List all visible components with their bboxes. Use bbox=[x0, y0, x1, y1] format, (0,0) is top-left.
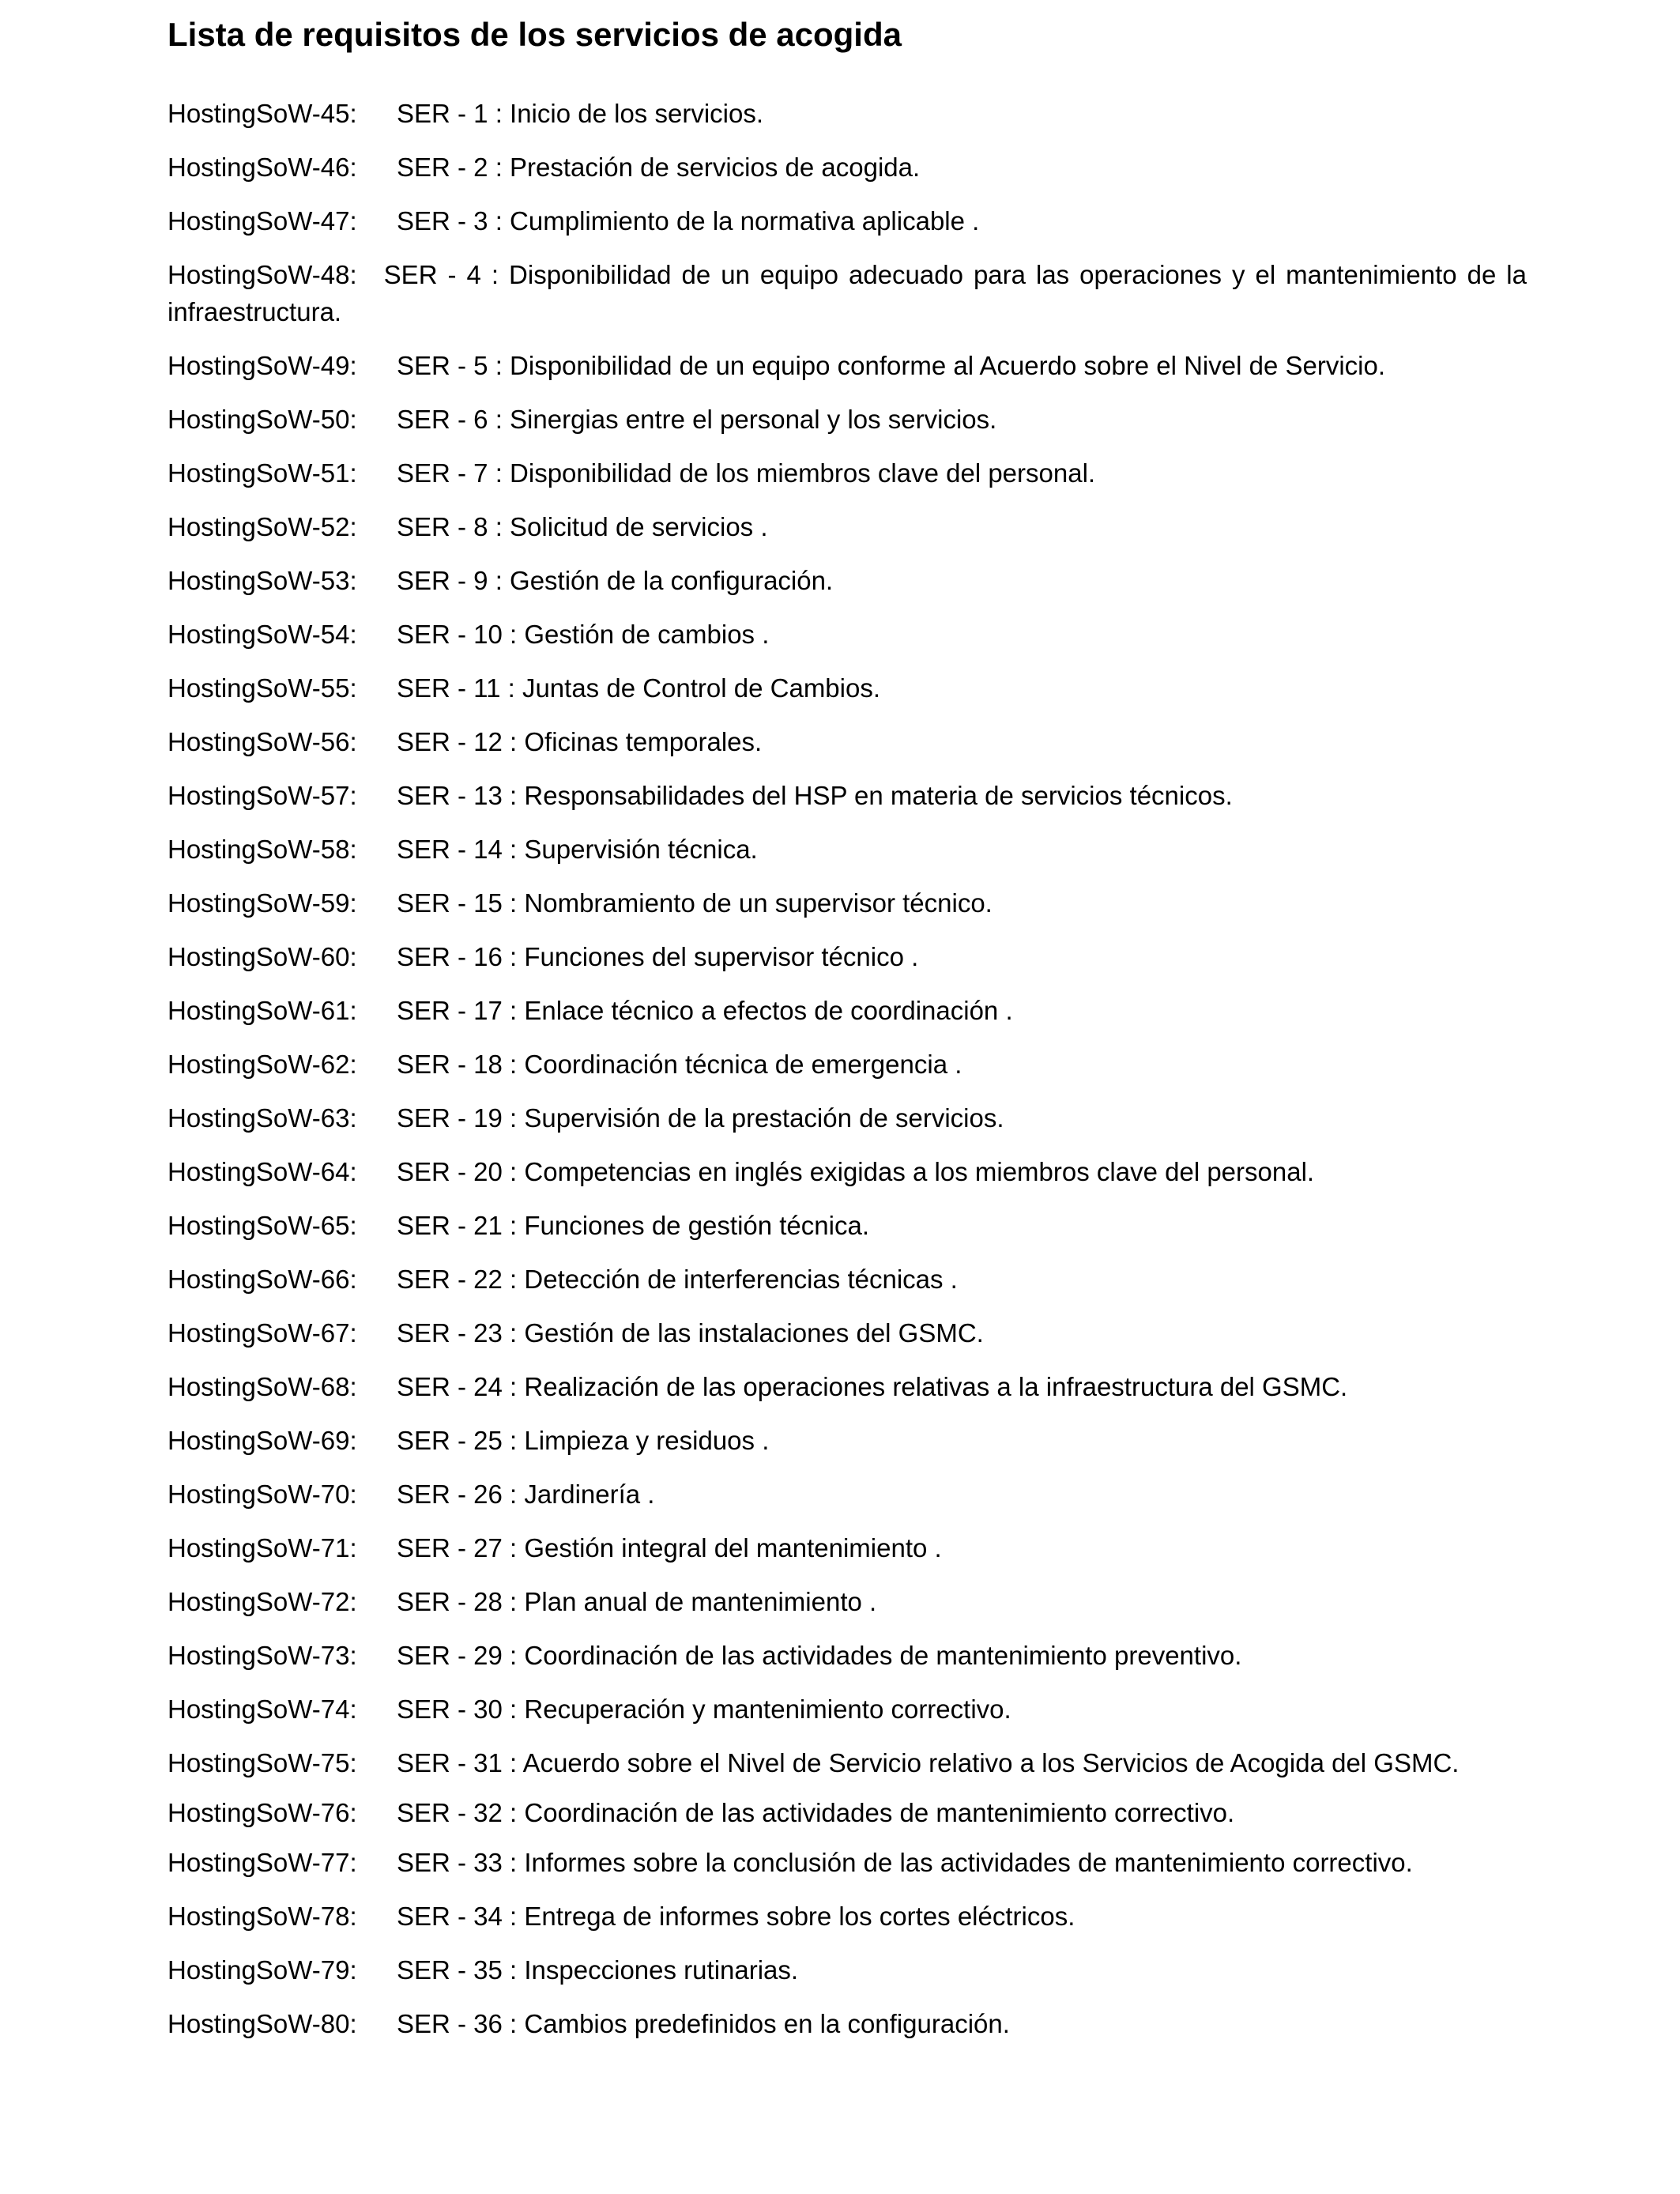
requirement-text: SER - 30 : Recuperación y mantenimiento correctivo. bbox=[397, 1695, 1011, 1724]
requirement-code: HostingSoW-69: bbox=[168, 1426, 357, 1455]
requirement-text: SER - 2 : Prestación de servicios de acogida. bbox=[397, 153, 921, 182]
requirement-text: SER - 26 : Jardinería . bbox=[397, 1480, 655, 1509]
requirement-text: SER - 33 : Informes sobre la conclusión de las actividades de mantenimiento correctivo. bbox=[397, 1848, 1413, 1877]
requirement-item bbox=[168, 2005, 1527, 2042]
requirement-item bbox=[168, 1794, 1527, 1831]
requirement-text: SER - 1 : Inicio de los servicios. bbox=[397, 99, 763, 128]
requirement-item bbox=[168, 562, 1527, 599]
requirement-code: HostingSoW-45: bbox=[168, 99, 357, 128]
requirement-text: SER - 11 : Juntas de Control de Cambios. bbox=[397, 673, 881, 703]
requirement-code: HostingSoW-47: bbox=[168, 206, 357, 236]
requirement-item bbox=[168, 1844, 1527, 1881]
requirement-code: HostingSoW-79: bbox=[168, 1955, 357, 1985]
requirement-text: SER - 19 : Supervisión de la prestación de servicios. bbox=[397, 1103, 1004, 1133]
requirement-item bbox=[168, 347, 1527, 384]
requirement-text: SER - 32 : Coordinación de las actividades de mantenimiento correctivo. bbox=[397, 1798, 1235, 1827]
requirement-item bbox=[168, 884, 1527, 922]
requirement-code: HostingSoW-52: bbox=[168, 512, 357, 541]
requirement-code: HostingSoW-48: bbox=[168, 260, 357, 289]
requirement-item bbox=[168, 1951, 1527, 1989]
requirement-item bbox=[168, 1261, 1527, 1298]
requirement-text: SER - 12 : Oficinas temporales. bbox=[397, 727, 763, 756]
requirement-item bbox=[168, 149, 1527, 186]
requirement-item bbox=[168, 992, 1527, 1029]
requirements-list bbox=[168, 95, 1527, 2059]
requirement-text: SER - 21 : Funciones de gestión técnica. bbox=[397, 1211, 869, 1240]
requirement-code: HostingSoW-65: bbox=[168, 1211, 357, 1240]
requirement-text: SER - 36 : Cambios predefinidos en la configuración. bbox=[397, 2009, 1010, 2038]
requirement-item bbox=[168, 1898, 1527, 1935]
requirement-text: SER - 8 : Solicitud de servicios . bbox=[397, 512, 768, 541]
document-title: Lista de requisitos de los servicios de acogida bbox=[168, 16, 902, 53]
requirement-item bbox=[168, 1314, 1527, 1351]
requirement-item bbox=[168, 938, 1527, 975]
requirement-text: SER - 24 : Realización de las operaciones relativas a la infraestructura del GSMC. bbox=[397, 1372, 1348, 1401]
requirement-code: HostingSoW-58: bbox=[168, 835, 357, 864]
requirement-code: HostingSoW-64: bbox=[168, 1157, 357, 1186]
requirement-text: SER - 20 : Competencias en inglés exigidas a los miembros clave del personal. bbox=[397, 1157, 1315, 1186]
requirement-item bbox=[168, 1046, 1527, 1083]
requirement-text: SER - 23 : Gestión de las instalaciones del GSMC. bbox=[397, 1318, 984, 1348]
requirement-item bbox=[168, 1153, 1527, 1190]
requirement-code: HostingSoW-66: bbox=[168, 1265, 357, 1294]
requirement-code: HostingSoW-56: bbox=[168, 727, 357, 756]
requirement-text: SER - 6 : Sinergias entre el personal y los servicios. bbox=[397, 405, 997, 434]
requirement-text: SER - 28 : Plan anual de mantenimiento . bbox=[397, 1587, 877, 1616]
requirement-code: HostingSoW-51: bbox=[168, 458, 357, 488]
requirement-text: SER - 13 : Responsabilidades del HSP en materia de servicios técnicos. bbox=[397, 781, 1233, 810]
requirement-code: HostingSoW-75: bbox=[168, 1748, 357, 1777]
requirement-text: SER - 9 : Gestión de la configuración. bbox=[397, 566, 834, 595]
requirement-item bbox=[168, 1583, 1527, 1620]
requirement-item bbox=[168, 401, 1527, 438]
requirement-item bbox=[168, 777, 1527, 814]
requirement-text: SER - 7 : Disponibilidad de los miembros clave del personal. bbox=[397, 458, 1096, 488]
requirement-text: SER - 18 : Coordinación técnica de emergencia . bbox=[397, 1050, 962, 1079]
requirement-code: HostingSoW-61: bbox=[168, 996, 357, 1025]
requirement-code: HostingSoW-78: bbox=[168, 1902, 357, 1931]
requirement-item bbox=[168, 1529, 1527, 1566]
requirement-code: HostingSoW-74: bbox=[168, 1695, 357, 1724]
requirement-code: HostingSoW-57: bbox=[168, 781, 357, 810]
requirement-code: HostingSoW-80: bbox=[168, 2009, 357, 2038]
requirement-item bbox=[168, 669, 1527, 707]
requirement-text: SER - 35 : Inspecciones rutinarias. bbox=[397, 1955, 799, 1985]
requirement-text: SER - 10 : Gestión de cambios . bbox=[397, 620, 770, 649]
requirement-text: SER - 27 : Gestión integral del mantenimiento . bbox=[397, 1533, 942, 1563]
requirement-item bbox=[168, 616, 1527, 653]
requirement-code: HostingSoW-67: bbox=[168, 1318, 357, 1348]
requirement-text: SER - 16 : Funciones del supervisor técnico . bbox=[397, 942, 919, 971]
requirement-item bbox=[168, 1207, 1527, 1244]
requirement-code: HostingSoW-53: bbox=[168, 566, 357, 595]
requirement-item bbox=[168, 1744, 1527, 1781]
requirement-item bbox=[168, 1368, 1527, 1405]
requirement-text: SER - 17 : Enlace técnico a efectos de coordinación . bbox=[397, 996, 1013, 1025]
requirement-item bbox=[168, 1422, 1527, 1459]
requirement-item bbox=[168, 723, 1527, 760]
requirement-code: HostingSoW-60: bbox=[168, 942, 357, 971]
requirement-code: HostingSoW-55: bbox=[168, 673, 357, 703]
requirement-item bbox=[168, 202, 1527, 239]
requirement-code: HostingSoW-62: bbox=[168, 1050, 357, 1079]
requirement-code: HostingSoW-49: bbox=[168, 351, 357, 380]
requirement-text: SER - 4 : Disponibilidad de un equipo adecuado para las operaciones y el mantenimiento de la infraestructura. bbox=[168, 260, 1527, 326]
requirement-code: HostingSoW-72: bbox=[168, 1587, 357, 1616]
requirement-item bbox=[168, 1691, 1527, 1728]
requirement-text: SER - 34 : Entrega de informes sobre los cortes eléctricos. bbox=[397, 1902, 1075, 1931]
requirement-item bbox=[168, 1099, 1527, 1137]
requirement-code: HostingSoW-71: bbox=[168, 1533, 357, 1563]
requirement-code: HostingSoW-77: bbox=[168, 1848, 357, 1877]
requirement-code: HostingSoW-68: bbox=[168, 1372, 357, 1401]
requirement-item bbox=[168, 508, 1527, 545]
requirement-text: SER - 5 : Disponibilidad de un equipo conforme al Acuerdo sobre el Nivel de Servicio. bbox=[397, 351, 1386, 380]
requirement-text: SER - 31 : Acuerdo sobre el Nivel de Servicio relativo a los Servicios de Acogida del GSMC. bbox=[397, 1748, 1460, 1777]
requirement-code: HostingSoW-50: bbox=[168, 405, 357, 434]
requirement-item bbox=[168, 1637, 1527, 1674]
requirement-text: SER - 25 : Limpieza y residuos . bbox=[397, 1426, 770, 1455]
requirement-text: SER - 14 : Supervisión técnica. bbox=[397, 835, 758, 864]
requirement-code: HostingSoW-59: bbox=[168, 888, 357, 918]
requirement-code: HostingSoW-54: bbox=[168, 620, 357, 649]
requirement-item bbox=[168, 831, 1527, 868]
requirement-item bbox=[168, 1476, 1527, 1513]
requirement-code: HostingSoW-63: bbox=[168, 1103, 357, 1133]
requirement-code: HostingSoW-76: bbox=[168, 1798, 357, 1827]
requirement-item bbox=[168, 454, 1527, 492]
requirement-text: SER - 3 : Cumplimiento de la normativa aplicable . bbox=[397, 206, 980, 236]
requirement-item bbox=[168, 95, 1527, 132]
requirement-code: HostingSoW-73: bbox=[168, 1641, 357, 1670]
requirement-code: HostingSoW-70: bbox=[168, 1480, 357, 1509]
requirement-item bbox=[168, 256, 1527, 330]
requirement-text: SER - 15 : Nombramiento de un supervisor técnico. bbox=[397, 888, 993, 918]
requirement-text: SER - 22 : Detección de interferencias técnicas . bbox=[397, 1265, 958, 1294]
requirement-text: SER - 29 : Coordinación de las actividades de mantenimiento preventivo. bbox=[397, 1641, 1242, 1670]
requirement-code: HostingSoW-46: bbox=[168, 153, 357, 182]
